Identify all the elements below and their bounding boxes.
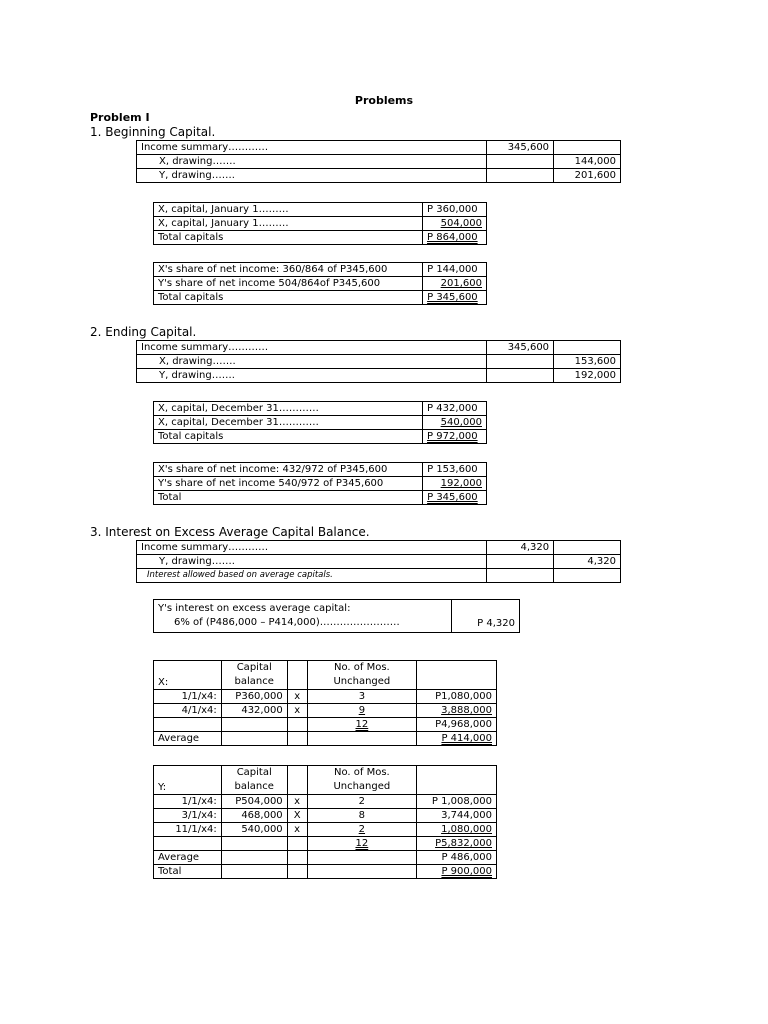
balance-cell: 432,000 xyxy=(221,704,287,718)
table-row xyxy=(154,263,487,277)
header-capital-1: Capital xyxy=(236,662,272,673)
table-row xyxy=(154,795,497,809)
product-cell xyxy=(417,704,497,718)
average-value xyxy=(417,732,497,746)
balance-cell: 468,000 xyxy=(221,809,287,823)
table-row xyxy=(154,718,497,732)
months-cell xyxy=(307,823,416,837)
header-product xyxy=(417,766,497,795)
label-cell: X, capital, January 1……… xyxy=(154,203,423,217)
amount-cell xyxy=(423,231,487,245)
interest-description xyxy=(154,600,452,633)
product-cell: 3,744,000 xyxy=(417,809,497,823)
table-row xyxy=(154,217,487,231)
journal-entry-3 xyxy=(136,540,621,583)
table-row xyxy=(137,555,621,569)
amount-cell xyxy=(423,416,487,430)
average-label: Average xyxy=(154,732,222,746)
header-capital-1: Capital xyxy=(236,767,272,778)
amount-value: 504,000 xyxy=(440,218,482,229)
months-cell xyxy=(307,718,417,732)
label-cell: X, capital, December 31………… xyxy=(154,402,423,416)
section-3-heading: 3. Interest on Excess Average Capital Balance. xyxy=(90,525,370,539)
amount-value: P 345,600 xyxy=(427,492,478,503)
times-cell: x xyxy=(287,795,307,809)
header-capital xyxy=(221,661,287,690)
account-cell: Y, drawing……. xyxy=(137,369,487,383)
months-cell: 8 xyxy=(307,809,416,823)
amount-cell xyxy=(423,430,487,444)
problem-heading: Problem I xyxy=(90,111,150,124)
header-label: Y: xyxy=(154,766,222,795)
credit-cell: 201,600 xyxy=(554,169,621,183)
total-label: Total xyxy=(154,865,222,879)
table-row xyxy=(154,690,497,704)
label-cell: X's share of net income: 360/864 of P345,600 xyxy=(154,263,423,277)
table-row xyxy=(137,569,621,583)
credit-cell: 4,320 xyxy=(554,555,621,569)
months-cell: 3 xyxy=(307,690,417,704)
table-row xyxy=(154,823,497,837)
account-cell: Income summary………… xyxy=(137,141,487,155)
average-capital-table-y xyxy=(153,765,497,879)
capital-table-2 xyxy=(153,401,487,444)
months-cell: 2 xyxy=(307,795,416,809)
debit-cell: 4,320 xyxy=(487,541,554,555)
product-cell xyxy=(417,837,497,851)
label-cell: X, capital, December 31………… xyxy=(154,416,423,430)
table-row xyxy=(154,277,487,291)
share-table-2 xyxy=(153,462,487,505)
product-cell: P1,080,000 xyxy=(417,690,497,704)
balance-cell xyxy=(221,837,287,851)
average-amount: P 414,000 xyxy=(441,733,492,744)
credit-cell: 144,000 xyxy=(554,155,621,169)
header-product xyxy=(417,661,497,690)
months-cell xyxy=(307,837,416,851)
label-cell: Y's share of net income 540/972 of P345,600 xyxy=(154,477,423,491)
average-label: Average xyxy=(154,851,222,865)
amount-value: P 345,600 xyxy=(427,292,478,303)
interest-line-1: Y's interest on excess average capital: xyxy=(158,603,351,614)
label-cell: Total capitals xyxy=(154,430,423,444)
date-cell: 3/1/x4: xyxy=(154,809,222,823)
table-row xyxy=(154,491,487,505)
date-cell: 4/1/x4: xyxy=(154,704,222,718)
table-header-row xyxy=(154,766,497,795)
credit-cell xyxy=(554,541,621,555)
table-row xyxy=(137,355,621,369)
journal-entry-1 xyxy=(136,140,621,183)
page-title: Problems xyxy=(354,94,414,107)
table-row xyxy=(137,369,621,383)
header-months-1: No. of Mos. xyxy=(333,767,390,778)
header-months-2: Unchanged xyxy=(333,781,391,792)
amount-cell xyxy=(423,277,487,291)
average-capital-table-x xyxy=(153,660,497,746)
debit-cell xyxy=(487,155,554,169)
total-amount: P 900,000 xyxy=(441,866,492,877)
months-value: 2 xyxy=(358,824,366,835)
table-row xyxy=(137,141,621,155)
table-row xyxy=(154,851,497,865)
amount-cell xyxy=(423,217,487,231)
product-value: P5,832,000 xyxy=(435,838,492,849)
table-row xyxy=(137,155,621,169)
label-cell: Total capitals xyxy=(154,291,423,305)
interest-line-2: 6% of (P486,000 – P414,000)…………………… xyxy=(174,617,400,628)
times-cell: x xyxy=(287,823,307,837)
capital-table-1 xyxy=(153,202,487,245)
header-capital xyxy=(221,766,287,795)
label-cell: X, capital, January 1……… xyxy=(154,217,423,231)
header-x xyxy=(287,766,307,795)
balance-cell: P504,000 xyxy=(221,795,287,809)
account-cell: Y, drawing……. xyxy=(137,555,487,569)
table-header-row xyxy=(154,661,497,690)
section-2-heading: 2. Ending Capital. xyxy=(90,325,197,339)
account-cell: Y, drawing……. xyxy=(137,169,487,183)
credit-cell: 153,600 xyxy=(554,355,621,369)
times-cell: X xyxy=(287,809,307,823)
account-cell: Income summary………… xyxy=(137,541,487,555)
account-cell: Income summary………… xyxy=(137,341,487,355)
date-cell: 1/1/x4: xyxy=(154,690,222,704)
table-row xyxy=(154,430,487,444)
debit-cell xyxy=(487,169,554,183)
debit-cell: 345,600 xyxy=(487,341,554,355)
label-cell: X's share of net income: 432/972 of P345,600 xyxy=(154,463,423,477)
debit-cell: 345,600 xyxy=(487,141,554,155)
debit-cell xyxy=(487,369,554,383)
table-row xyxy=(154,416,487,430)
times-cell: x xyxy=(287,704,307,718)
table-row xyxy=(154,291,487,305)
balance-cell: P360,000 xyxy=(221,690,287,704)
header-capital-2: balance xyxy=(234,676,274,687)
date-cell xyxy=(154,718,222,732)
balance-cell xyxy=(221,718,287,732)
entry-note: Interest allowed based on average capitals. xyxy=(137,569,487,583)
table-row xyxy=(154,865,497,879)
header-months xyxy=(307,766,416,795)
months-cell xyxy=(307,704,417,718)
credit-cell xyxy=(554,569,621,583)
interest-table xyxy=(153,599,520,633)
table-row xyxy=(154,477,487,491)
amount-cell xyxy=(423,291,487,305)
amount-cell xyxy=(423,477,487,491)
table-row xyxy=(137,341,621,355)
debit-cell xyxy=(487,569,554,583)
account-cell: X, drawing……. xyxy=(137,355,487,369)
debit-cell xyxy=(487,355,554,369)
times-cell xyxy=(287,837,307,851)
times-cell: x xyxy=(287,690,307,704)
balance-cell: 540,000 xyxy=(221,823,287,837)
date-cell: 1/1/x4: xyxy=(154,795,222,809)
table-row xyxy=(137,541,621,555)
date-cell: 11/1/x4: xyxy=(154,823,222,837)
amount-value: 540,000 xyxy=(440,417,482,428)
amount-cell xyxy=(423,491,487,505)
table-row xyxy=(154,231,487,245)
credit-cell xyxy=(554,141,621,155)
amount-value: 201,600 xyxy=(440,278,482,289)
header-months-1: No. of Mos. xyxy=(334,662,390,673)
share-table-1 xyxy=(153,262,487,305)
table-row xyxy=(154,837,497,851)
header-capital-2: balance xyxy=(234,781,274,792)
amount-value: P 972,000 xyxy=(427,431,478,442)
times-cell xyxy=(287,718,307,732)
table-row xyxy=(154,704,497,718)
table-row xyxy=(154,732,497,746)
table-row xyxy=(154,809,497,823)
months-value: 9 xyxy=(358,705,366,716)
label-cell: Y's share of net income 504/864of P345,600 xyxy=(154,277,423,291)
table-row xyxy=(154,402,487,416)
credit-cell: 192,000 xyxy=(554,369,621,383)
product-cell xyxy=(417,823,497,837)
table-row xyxy=(154,600,520,633)
months-value: 12 xyxy=(355,719,369,730)
interest-amount: P 4,320 xyxy=(452,600,520,633)
table-row xyxy=(137,169,621,183)
header-x xyxy=(287,661,307,690)
product-cell: P4,968,000 xyxy=(417,718,497,732)
label-cell: Total capitals xyxy=(154,231,423,245)
table-row xyxy=(154,203,487,217)
amount-cell: P 360,000 xyxy=(423,203,487,217)
header-months xyxy=(307,661,417,690)
amount-cell: P 144,000 xyxy=(423,263,487,277)
header-label: X: xyxy=(154,661,222,690)
average-value: P 486,000 xyxy=(417,851,497,865)
journal-entry-2 xyxy=(136,340,621,383)
product-value: 3,888,000 xyxy=(441,705,492,716)
total-value xyxy=(417,865,497,879)
account-cell: X, drawing……. xyxy=(137,155,487,169)
product-cell: P 1,008,000 xyxy=(417,795,497,809)
months-value: 12 xyxy=(355,838,369,849)
amount-cell: P 432,000 xyxy=(423,402,487,416)
table-row xyxy=(154,463,487,477)
amount-value: 192,000 xyxy=(440,478,482,489)
section-1-heading: 1. Beginning Capital. xyxy=(90,125,216,139)
date-cell xyxy=(154,837,222,851)
credit-cell xyxy=(554,341,621,355)
debit-cell xyxy=(487,555,554,569)
label-cell: Total xyxy=(154,491,423,505)
header-months-2: Unchanged xyxy=(333,676,391,687)
amount-value: P 864,000 xyxy=(427,232,478,243)
product-value: 1,080,000 xyxy=(441,824,492,835)
amount-cell: P 153,600 xyxy=(423,463,487,477)
